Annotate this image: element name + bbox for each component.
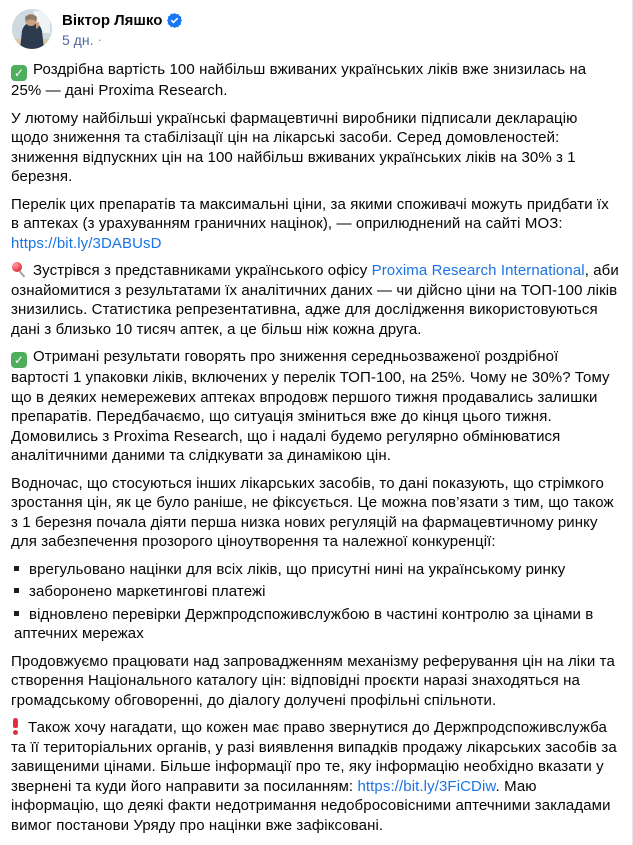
post-text: . Маю інформацію, що деякі факти недотримання недобросовісними аптечними закладами вимог постанови Уряду про націнки вже зафіксовані. <box>11 777 611 834</box>
post-paragraph <box>11 347 619 466</box>
post-link[interactable]: https://bit.ly/3FiCDiw <box>357 777 496 795</box>
post-paragraph <box>11 718 619 835</box>
verified-badge-icon <box>167 13 182 28</box>
bullet-item-text: врегульовано націнки для всіх ліків, що присутні нині на українському ринку <box>29 560 566 578</box>
post-body <box>0 55 632 845</box>
post-paragraph <box>11 60 619 101</box>
post-text: У лютому найбільші українські фармацевтичні виробники підписали декларацію щодо зниження та стабілізації цін на лікарські засоби. Серед домовленостей: зниження відпускних цін на 100 найбільш вживаних українських ліків на 30% з 1 березня. <box>11 109 578 185</box>
check-emoji-icon <box>11 65 27 81</box>
post-paragraph <box>11 652 619 711</box>
post-paragraph <box>11 474 619 552</box>
post-link[interactable]: Proxima Research International <box>371 262 585 279</box>
post-link[interactable]: https://bit.ly/3DABUsD <box>11 234 162 252</box>
bullet-list-item <box>11 560 619 580</box>
profile-avatar[interactable] <box>12 9 52 49</box>
check-emoji-icon <box>11 352 27 368</box>
exclamation-emoji-icon <box>11 718 20 735</box>
post-text: Отримані результати говорять про зниження середньозваженої роздрібної вартості 1 упаковки ліків, включених у перелік ТОП-100, на 25%. Чому не 30%? Тому що в деяких немережевих аптеках впродовж першого тижня продавались залишки препаратів. Передбачаємо, що ситуація зміниться вже до кінця цього тижня. Домовились з Proxima Research, що і надалі будемо регулярно обмінюватися аналітичними даними та слідкувати за динамікою цін. <box>11 348 610 464</box>
timestamp-separator: · <box>97 31 102 47</box>
post-header <box>0 0 632 55</box>
author-name[interactable]: Віктор Ляшко <box>62 11 163 29</box>
bullet-square-icon <box>14 611 19 616</box>
bullet-list-item <box>11 605 619 644</box>
bullet-item-text: заборонено маркетингові платежі <box>29 583 266 600</box>
header-info <box>62 11 182 48</box>
post-bullet-list <box>11 560 619 644</box>
pin-emoji-icon <box>11 261 27 278</box>
post-paragraph <box>11 109 619 187</box>
bullet-square-icon <box>14 588 19 593</box>
post-text: Зустрівся з представниками українського офісу <box>33 262 372 279</box>
post-text: Роздрібна вартість 100 найбільш вживаних українських ліків вже знизилась на 25% — дані Proxima Research. <box>11 61 587 99</box>
bullet-list-item <box>11 582 619 602</box>
bullet-item-text: відновлено перевірки Держпродспоживслужбою в частині контролю за цінами в аптечних мережах <box>14 605 594 642</box>
bullet-square-icon <box>14 566 19 571</box>
post-timestamp[interactable]: 5 дн. <box>62 31 94 48</box>
avatar-photo <box>12 9 52 49</box>
post-text: Продовжуємо працювати над запровадженням механізму реферування цін на ліки та створення Національного каталогу цін: відповідні проєкти наразі знаходяться на громадському обговоренні, до діалогу долучені профільні спільноти. <box>11 652 615 709</box>
post-text: , аби ознайомитися з результатами їх аналітичних даних — чи дійсно ціни на ТОП-100 ліків знизились. Статистика репрезентативна, адже для дослідження використовуються дані з близько 10 тисяч аптек, а це більш ніж кожна друга. <box>11 262 619 338</box>
post-paragraph <box>11 195 619 254</box>
post-paragraph <box>11 261 619 339</box>
post-text: Перелік цих препаратів та максимальні ціни, за якими споживачі можуть придбати їх в аптеках (з урахуванням граничних націнок), — оприлюднений на сайті МОЗ: <box>11 195 609 232</box>
post-text: Також хочу нагадати, що кожен має право звернутися до Держпродспоживслужба та її територіальних органів, у разі виявлення випадків продажу лікарських засобів за завищеними цінами. Більше інформації про те, яку інформацію необхідно вказати у звернені та куди його направити за посиланням: <box>11 719 617 795</box>
post-text: Водночас, що стосуються інших лікарських засобів, то дані показують, що стрімкого зростання цін, як це було раніше, не фіксується. Це можна пов’язати з тим, що також з 1 березня почала діяти перша низка нових регуляцій на фармацевтичному ринку для забезпечення прозорого ціноутворення та належної конкуренції: <box>11 474 614 550</box>
